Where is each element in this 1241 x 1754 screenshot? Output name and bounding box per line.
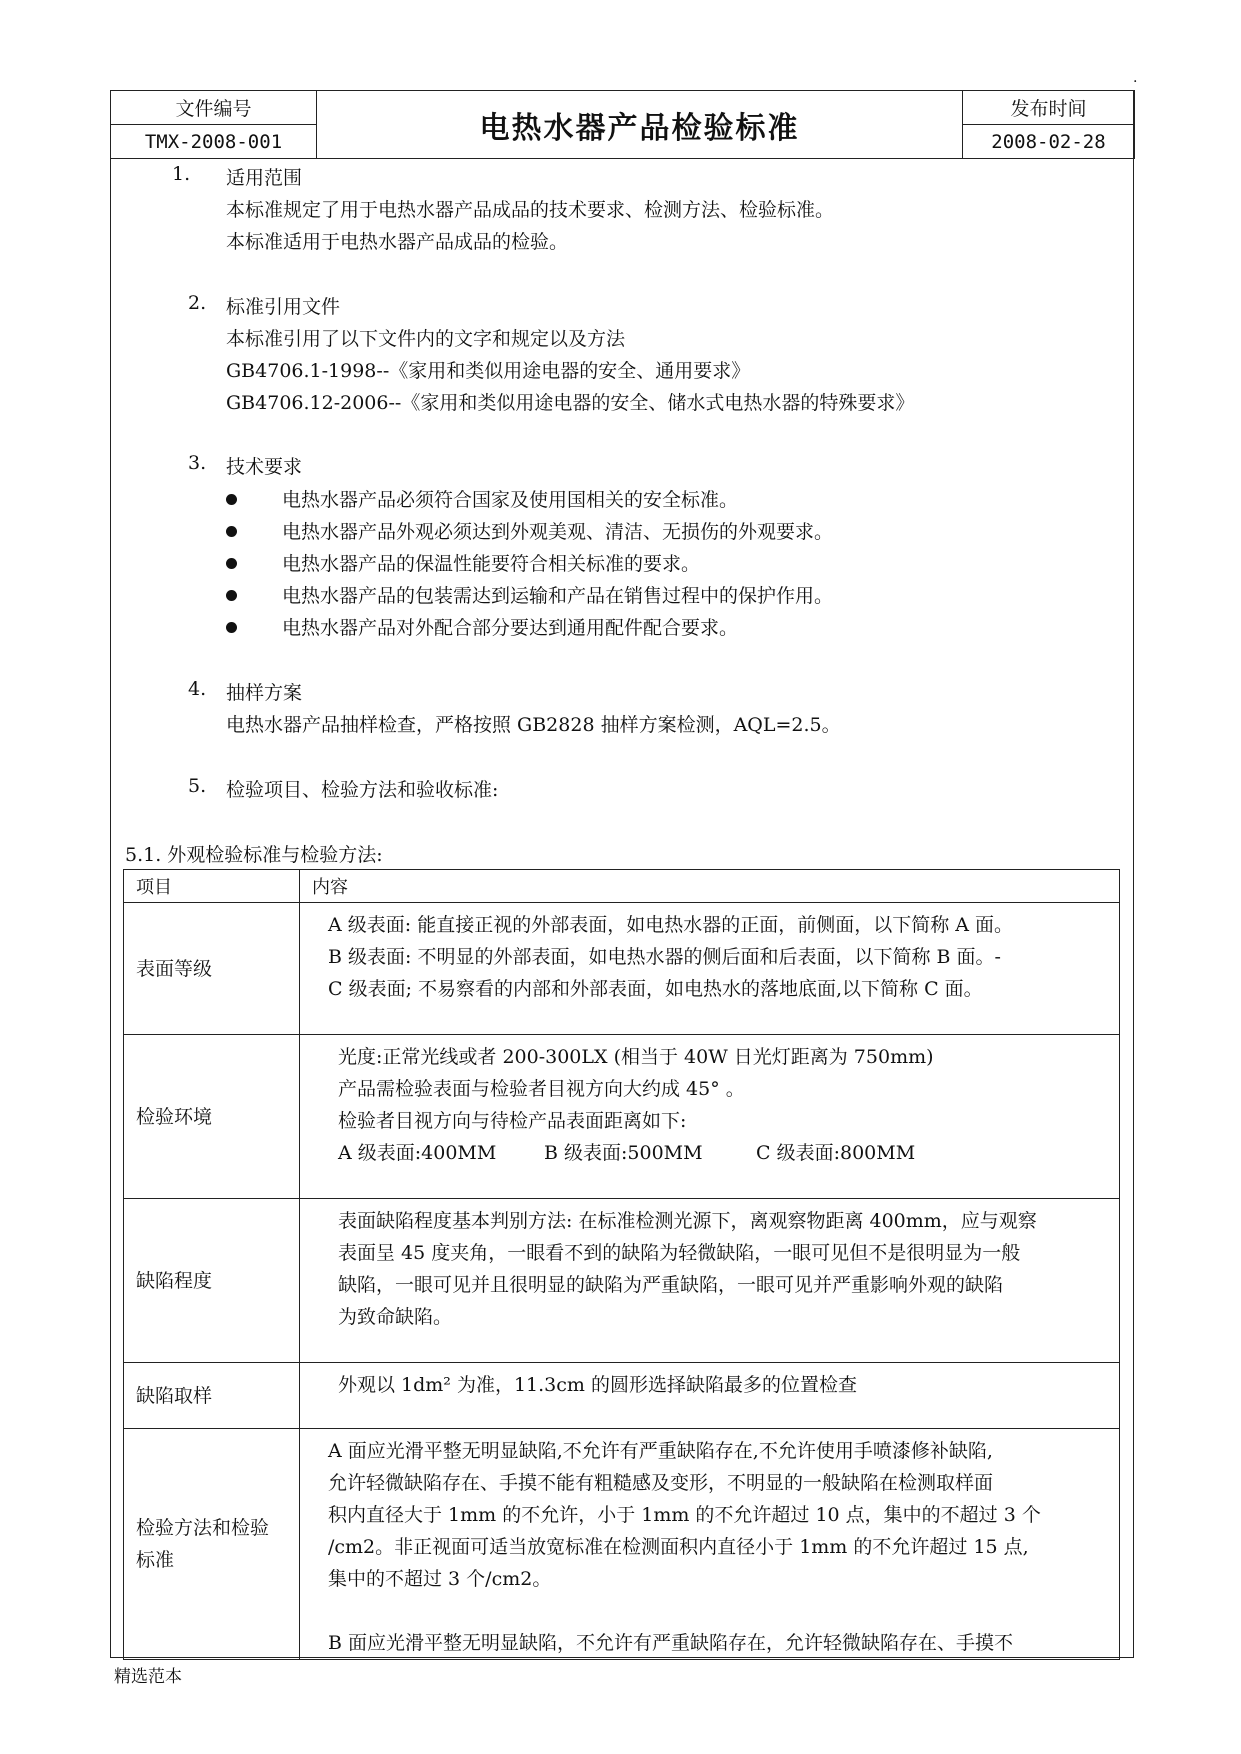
requirement-item: 电热水器产品对外配合部分要达到通用配件配合要求。 [282, 617, 739, 639]
table-row [124, 1363, 1120, 1429]
table-header-row [124, 870, 1120, 903]
table-row [124, 1429, 1120, 1660]
row-label [124, 1429, 300, 1660]
table-row [124, 1035, 1120, 1199]
content-line: 产品需检验表面与检验者目视方向大约成 45° 。 [338, 1078, 745, 1100]
section-2-line: GB4706.1-1998--《家用和类似用途电器的安全、通用要求》 [226, 360, 751, 382]
bullet-dot [226, 590, 237, 601]
document-header [110, 90, 1135, 159]
column-header-item: 项目 [124, 870, 300, 903]
doc-number-label: 文件编号 [111, 91, 317, 125]
content-line: 外观以 1dm² 为准，11.3cm 的圆形选择缺陷最多的位置检查 [338, 1374, 857, 1396]
content-line: 缺陷，一眼可见并且很明显的缺陷为严重缺陷，一眼可见并严重影响外观的缺陷 [338, 1274, 1004, 1296]
subsection-5-1-heading: 5.1. 外观检验标准与检验方法: [125, 844, 383, 866]
section-3-heading: 技术要求 [226, 456, 303, 478]
distance-c: C 级表面:800MM [756, 1142, 916, 1164]
section-1-heading: 适用范围 [226, 167, 303, 189]
section-1-line: 本标准适用于电热水器产品成品的检验。 [226, 231, 569, 253]
section-2-heading: 标准引用文件 [226, 296, 341, 318]
section-5-number: 5. [188, 775, 207, 797]
table-row [124, 1199, 1120, 1363]
row-label: 表面等级 [124, 903, 300, 1035]
row-content [300, 1429, 1120, 1660]
row-label-line: 标准 [136, 1549, 175, 1571]
requirement-item: 电热水器产品外观必须达到外观美观、清洁、无损伤的外观要求。 [282, 521, 834, 543]
section-1-number: 1. [172, 163, 191, 185]
content-line: 积内直径大于 1mm 的不允许，小于 1mm 的不允许超过 10 点，集中的不超过 3 个 [328, 1504, 1041, 1526]
row-content [300, 1035, 1120, 1199]
content-line: B 级表面: 不明显的外部表面，如电热水器的侧后面和后表面，以下简称 B 面。- [328, 946, 1001, 968]
content-line: B 面应光滑平整无明显缺陷，不允许有严重缺陷存在，允许轻微缺陷存在、手摸不 [328, 1632, 1014, 1654]
section-2-number: 2. [188, 292, 207, 314]
content-line: A 面应光滑平整无明显缺陷,不允许有严重缺陷存在,不允许使用手喷漆修补缺陷, [328, 1440, 993, 1462]
page-footer: 精选范本 [114, 1667, 182, 1687]
bullet-dot [226, 558, 237, 569]
corner-mark: . [1133, 70, 1138, 86]
section-1-line: 本标准规定了用于电热水器产品成品的技术要求、检测方法、检验标准。 [226, 199, 835, 221]
content-line: A 级表面: 能直接正视的外部表面，如电热水器的正面，前侧面，以下简称 A 面。 [328, 914, 1014, 936]
section-4-line: 电热水器产品抽样检查，严格按照 GB2828 抽样方案检测，AQL=2.5。 [226, 714, 841, 736]
release-date-label: 发布时间 [963, 91, 1135, 125]
bullet-dot [226, 494, 237, 505]
content-line: /cm2。非正视面可适当放宽标准在检测面积内直径小于 1mm 的不允许超过 15 点, [328, 1536, 1029, 1558]
content-line: C 级表面; 不易察看的内部和外部表面，如电热水的落地底面,以下简称 C 面。 [328, 978, 983, 1000]
distance-a: A 级表面:400MM [338, 1142, 497, 1164]
content-line: 表面呈 45 度夹角，一眼看不到的缺陷为轻微缺陷，一眼可见但不是很明显为一般 [338, 1242, 1021, 1264]
document-title: 电热水器产品检验标准 [317, 91, 963, 159]
requirement-item: 电热水器产品必须符合国家及使用国相关的安全标准。 [282, 489, 739, 511]
appearance-inspection-table [123, 869, 1120, 1660]
release-date: 2008-02-28 [963, 125, 1135, 159]
distance-line [338, 1137, 1109, 1169]
section-5-heading: 检验项目、检验方法和验收标准: [226, 779, 499, 801]
section-2-line: 本标准引用了以下文件内的文字和规定以及方法 [226, 328, 626, 350]
distance-b: B 级表面:500MM [544, 1142, 703, 1164]
content-line: 表面缺陷程度基本判别方法: 在标准检测光源下，离观察物距离 400mm，应与观察 [338, 1210, 1037, 1232]
section-2-line: GB4706.12-2006--《家用和类似用途电器的安全、储水式电热水器的特殊要求》 [226, 392, 915, 414]
content-line: 集中的不超过 3 个/cm2。 [328, 1568, 552, 1590]
row-content [300, 1363, 1120, 1429]
section-4-number: 4. [188, 678, 207, 700]
content-line: 允许轻微缺陷存在、手摸不能有粗糙感及变形，不明显的一般缺陷在检测取样面 [328, 1472, 994, 1494]
section-3-number: 3. [188, 452, 207, 474]
row-label: 缺陷取样 [124, 1363, 300, 1429]
row-content [300, 1199, 1120, 1363]
requirement-item: 电热水器产品的保温性能要符合相关标准的要求。 [282, 553, 701, 575]
section-4-heading: 抽样方案 [226, 682, 303, 704]
row-content [300, 903, 1120, 1035]
row-label: 缺陷程度 [124, 1199, 300, 1363]
row-label-line: 检验方法和检验 [136, 1517, 270, 1539]
bullet-dot [226, 622, 237, 633]
bullet-dot [226, 526, 237, 537]
row-label: 检验环境 [124, 1035, 300, 1199]
content-line: 检验者目视方向与待检产品表面距离如下: [338, 1110, 687, 1132]
table-row [124, 903, 1120, 1035]
content-line: 光度:正常光线或者 200-300LX (相当于 40W 日光灯距离为 750mm) [338, 1046, 934, 1068]
content-line: 为致命缺陷。 [338, 1306, 453, 1328]
doc-number: TMX-2008-001 [111, 125, 317, 159]
column-header-content: 内容 [300, 870, 1120, 903]
requirement-item: 电热水器产品的包装需达到运输和产品在销售过程中的保护作用。 [282, 585, 834, 607]
